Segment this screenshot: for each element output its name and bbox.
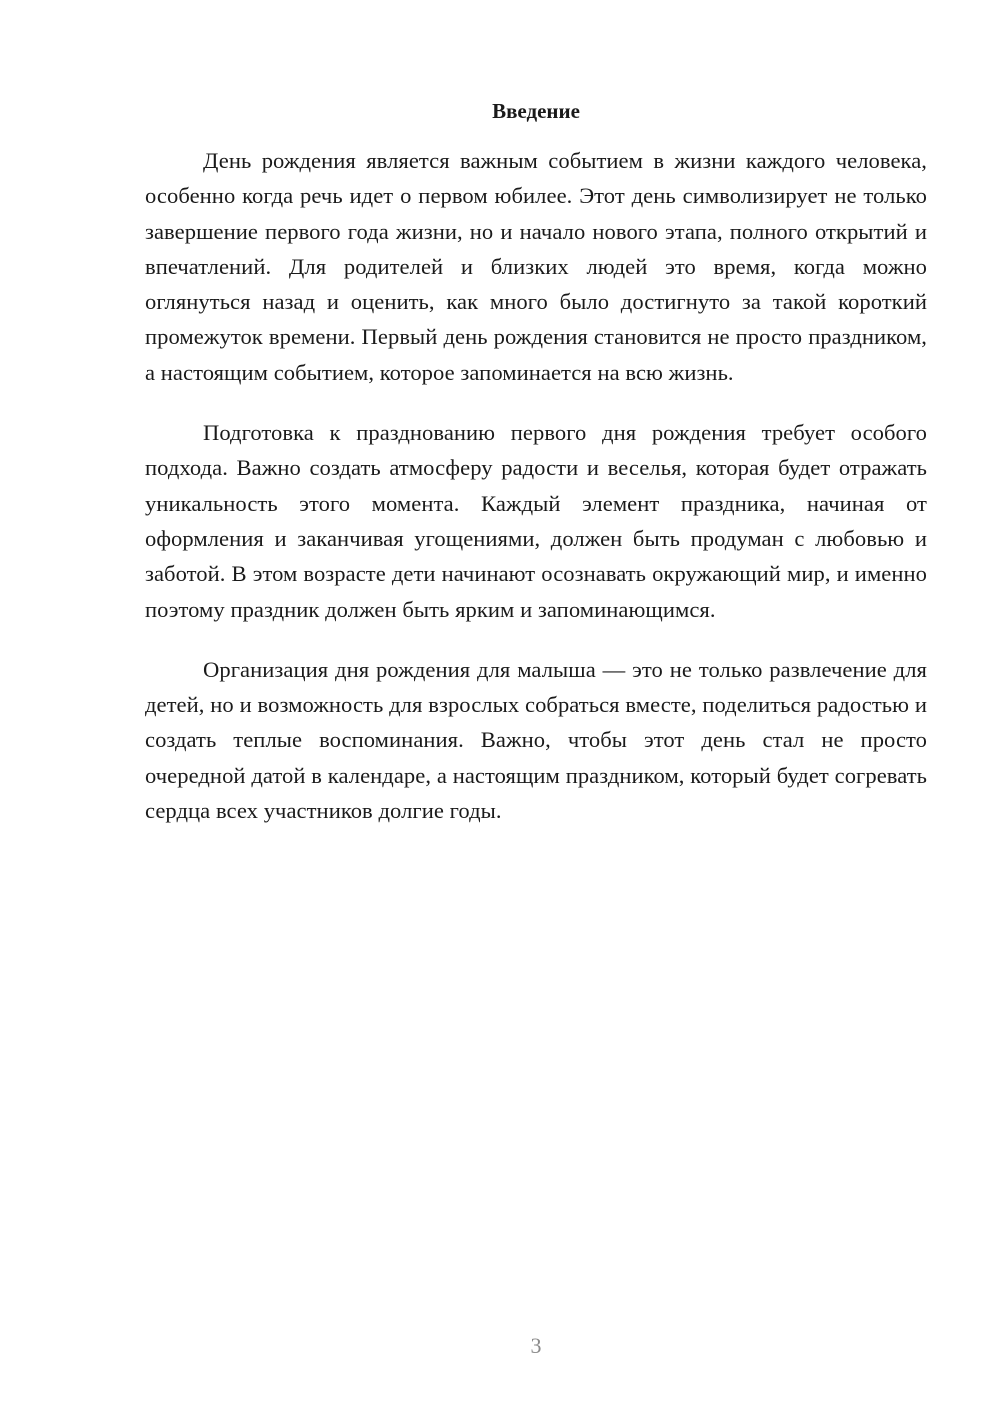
paragraph-1: День рождения является важным событием в жизни каждого человека, особенно когда речь идет о первом юбилее. Этот день символизирует не только завершение первого года жизни, но и начало нового этапа, полного открытий и впечатлений. Для родителей и близких людей это время, когда можно оглянуться назад и оценить, как много было достигнуто за такой короткий промежуток времени. Первый день рождения становится не просто праздником, а настоящим событием, которое запоминается на всю жизнь. bbox=[145, 148, 927, 385]
paragraph-2: Подготовка к празднованию первого дня рождения требует особого подхода. Важно создать атмосферу радости и веселья, которая будет отражать уникальность этого момента. Каждый элемент праздника, начиная от оформления и заканчивая угощениями, должен быть продуман с любовью и заботой. В этом возрасте дети начинают осознавать окружающий мир, и именно поэтому праздник должен быть ярким и запоминающимся. bbox=[145, 420, 927, 622]
paragraph-3: Организация дня рождения для малыша — это не только развлечение для детей, но и возможность для взрослых собраться вместе, поделиться радостью и создать теплые воспоминания. Важно, чтобы этот день стал не просто очередной датой в календаре, а настоящим праздником, который будет согревать сердца всех участников долгие годы. bbox=[145, 656, 927, 824]
body-text bbox=[145, 143, 927, 853]
page-number: 3 bbox=[530, 1333, 542, 1358]
section-heading: Введение bbox=[492, 99, 580, 123]
